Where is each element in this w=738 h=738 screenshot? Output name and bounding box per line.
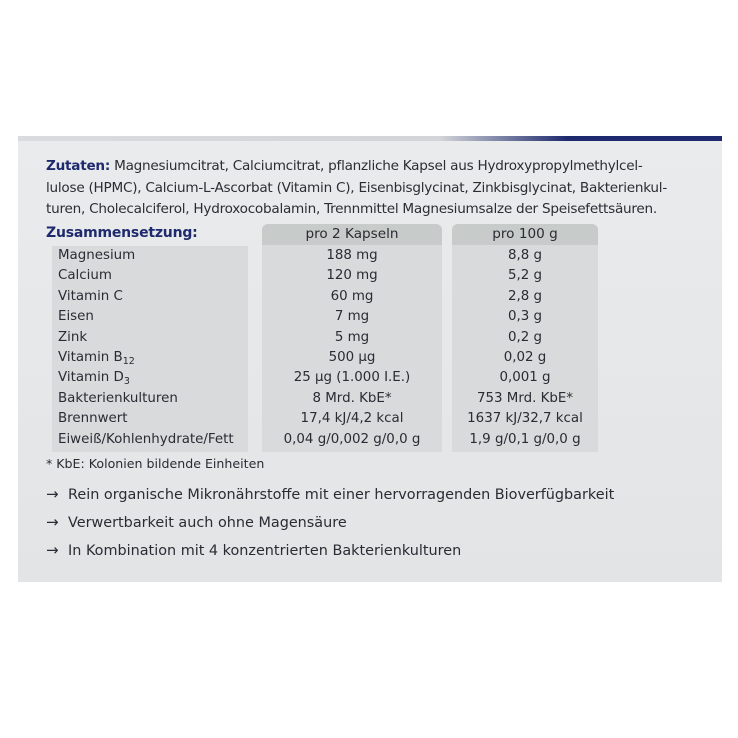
nutrient-name: Eisen: [58, 309, 94, 325]
ingredients-label: Zutaten:: [46, 158, 111, 174]
ingredients-line-3: turen, Cholecalciferol, Hydroxocobalamin, Trennmittel Magnesiumsalze der Speisefettsäuren.: [46, 201, 657, 217]
table-row: [0, 430, 738, 450]
nutrient-name: Brennwert: [58, 411, 128, 427]
value-per-100g: 0,001 g: [499, 370, 551, 386]
ingredients-text: [46, 156, 706, 221]
nutrient-name: Bakterienkulturen: [58, 390, 178, 406]
column-header-per-100g: pro 100 g: [452, 224, 598, 245]
column-header-per-2-capsules: pro 2 Kapseln: [262, 224, 442, 245]
value-per-100g: 1637 kJ/32,7 kcal: [467, 411, 583, 427]
benefit-item: [46, 513, 347, 531]
footnote: * KbE: Kolonien bildende Einheiten: [46, 456, 265, 471]
benefit-text: Verwertbarkeit auch ohne Magensäure: [68, 515, 347, 531]
panel-top-border: [18, 136, 722, 141]
table-row: [0, 368, 738, 388]
nutrient-name: Vitamin C: [58, 288, 123, 304]
value-per-100g: 1,9 g/0,1 g/0,0 g: [469, 431, 581, 447]
nutrient-name: Vitamin $D_3$: [58, 370, 130, 388]
composition-heading: Zusammensetzung:: [46, 225, 198, 241]
value-per-2-capsules: 500 µg: [328, 350, 376, 365]
table-row: [0, 307, 738, 327]
table-row: [0, 348, 738, 368]
arrow-right-icon: →: [46, 541, 59, 559]
value-per-100g: 5,2 g: [507, 268, 543, 284]
nutrient-name: Eiweiß/Kohlenhydrate/Fett: [58, 431, 234, 447]
value-per-2-capsules: 7 mg: [334, 309, 370, 325]
value-per-2-capsules: 0,04 g/0,002 g/0,0 g: [283, 431, 421, 447]
value-per-100g: 0,02 g: [503, 350, 547, 365]
table-row: [0, 266, 738, 286]
value-per-100g: 0,3 g: [507, 309, 543, 325]
nutrient-name: Magnesium: [58, 248, 136, 263]
value-per-2-capsules: 5 mg: [334, 329, 370, 345]
value-per-2-capsules: 25 µg (1.000 I.E.): [293, 370, 411, 386]
benefit-text: In Kombination mit 4 konzentrierten Bakterienkulturen: [68, 543, 462, 559]
nutrient-name: Zink: [58, 329, 88, 345]
benefit-item: [46, 485, 614, 503]
value-per-2-capsules: 120 mg: [326, 268, 378, 284]
arrow-right-icon: →: [46, 513, 59, 531]
value-per-2-capsules: 17,4 kJ/4,2 kcal: [300, 411, 404, 427]
ingredients-line-2: lulose (HPMC), Calcium-L-Ascorbat (Vitamin C), Eisenbisglycinat, Zinkbisglycinat, Bakterienkul-: [46, 179, 667, 196]
nutrient-name: Vitamin $B_{12}$: [58, 350, 135, 367]
value-per-2-capsules: 188 mg: [326, 248, 378, 263]
benefit-item: [46, 541, 461, 559]
value-per-100g: 753 Mrd. KbE*: [476, 390, 574, 406]
value-per-100g: 8,8 g: [507, 248, 543, 263]
arrow-right-icon: →: [46, 485, 59, 503]
table-row: [0, 287, 738, 307]
value-per-100g: 2,8 g: [507, 288, 543, 304]
table-row: [0, 389, 738, 409]
ingredients-line-1: Zutaten: Magnesiumcitrat, Calciumcitrat, pflanzliche Kapsel aus Hydroxypropylmethylcel-: [46, 158, 643, 174]
value-per-2-capsules: 8 Mrd. KbE*: [312, 390, 392, 406]
table-row: [0, 246, 738, 266]
nutrient-name: Calcium: [58, 268, 112, 284]
benefit-text: Rein organische Mikronährstoffe mit einer hervorragenden Bioverfügbarkeit: [68, 487, 615, 503]
table-row: [0, 328, 738, 348]
value-per-100g: 0,2 g: [507, 329, 543, 345]
table-row: [0, 409, 738, 429]
value-per-2-capsules: 60 mg: [330, 288, 374, 304]
